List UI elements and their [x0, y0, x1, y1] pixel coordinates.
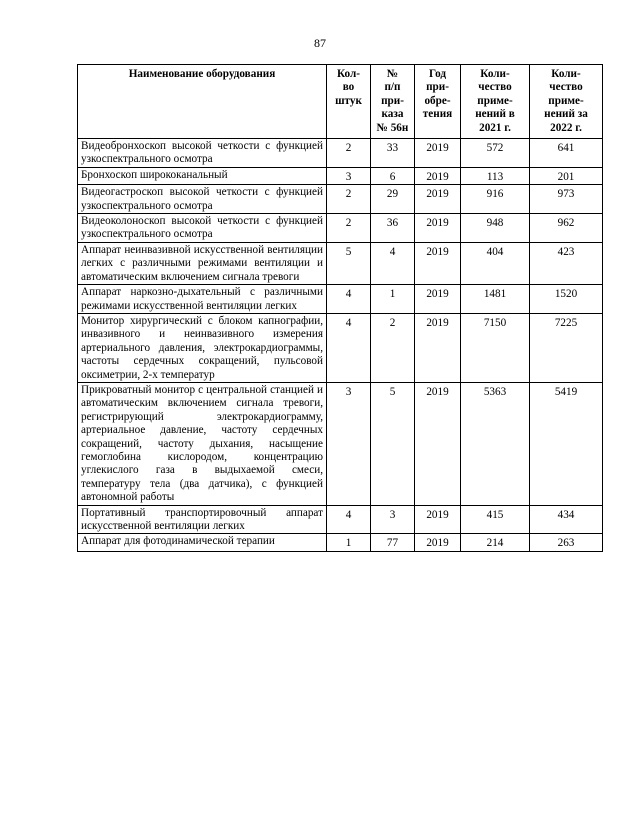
usage-2022-cell: 434	[530, 505, 603, 534]
order-cell: 3	[371, 505, 415, 534]
usage-2021-cell: 113	[461, 167, 530, 184]
order-cell: 29	[371, 185, 415, 214]
usage-2022-cell: 7225	[530, 313, 603, 382]
usage-2022-cell: 263	[530, 534, 603, 551]
qty-cell: 3	[327, 382, 371, 505]
table-row	[78, 242, 603, 284]
usage-2022-cell: 201	[530, 167, 603, 184]
equipment-name: Бронхоскоп ширококанальный	[78, 167, 327, 184]
order-cell: 2	[371, 313, 415, 382]
year-cell: 2019	[415, 185, 461, 214]
usage-2021-cell: 1481	[461, 285, 530, 314]
equipment-name: Видеоколоноскоп высокой четкости с функцией узкоспектрального осмотра	[78, 214, 327, 243]
usage-2021-cell: 948	[461, 214, 530, 243]
year-cell: 2019	[415, 139, 461, 168]
header-row	[78, 65, 603, 139]
header-name: Наименование оборудования	[78, 65, 327, 139]
equipment-name: Видеогастроскоп высокой четкости с функцией узкоспектрального осмотра	[78, 185, 327, 214]
usage-2021-cell: 5363	[461, 382, 530, 505]
usage-2022-cell: 1520	[530, 285, 603, 314]
qty-cell: 3	[327, 167, 371, 184]
usage-2021-cell: 214	[461, 534, 530, 551]
header-usage-2021: Коли- чество приме- нений в 2021 г.	[461, 65, 530, 139]
qty-cell: 2	[327, 214, 371, 243]
usage-2021-cell: 415	[461, 505, 530, 534]
usage-2021-cell: 404	[461, 242, 530, 284]
header-usage-2022: Коли- чество приме- нений за 2022 г.	[530, 65, 603, 139]
qty-cell: 4	[327, 285, 371, 314]
usage-2022-cell: 641	[530, 139, 603, 168]
equipment-name: Портативный транспортировочный аппарат искусственной вентиляции легких	[78, 505, 327, 534]
table-row	[78, 313, 603, 382]
year-cell: 2019	[415, 167, 461, 184]
order-cell: 6	[371, 167, 415, 184]
page-number: 87	[314, 36, 326, 50]
qty-cell: 4	[327, 505, 371, 534]
header-qty: Кол- во штук	[327, 65, 371, 139]
table-row	[78, 285, 603, 314]
order-cell: 4	[371, 242, 415, 284]
table-row	[78, 534, 603, 551]
order-cell: 5	[371, 382, 415, 505]
usage-2022-cell: 973	[530, 185, 603, 214]
qty-cell: 2	[327, 185, 371, 214]
qty-cell: 5	[327, 242, 371, 284]
equipment-name: Аппарат неинвазивной искусственной вентиляции легких с различными режимами вентиляции и автоматическим включением сигнала тревоги	[78, 242, 327, 284]
year-cell: 2019	[415, 285, 461, 314]
table-row	[78, 167, 603, 184]
usage-2021-cell: 916	[461, 185, 530, 214]
order-cell: 36	[371, 214, 415, 243]
equipment-name: Аппарат для фотодинамической терапии	[78, 534, 327, 551]
usage-2022-cell: 5419	[530, 382, 603, 505]
order-cell: 33	[371, 139, 415, 168]
equipment-name: Прикроватный монитор с центральной станцией и автоматическим включением сигнала тревоги, регистрирующий электрокардиограмму, артериальное давление, частоту сердечных сокращений, частоту дыхания, насыщение гемоглобина кислородом, концентрацию углекислого газа в выдыхаемой смеси, температуру тела (два датчика), с функцией автономной работы	[78, 382, 327, 505]
equipment-name: Аппарат наркозно-дыхательный с различными режимами искусственной вентиляции легких	[78, 285, 327, 314]
year-cell: 2019	[415, 534, 461, 551]
table-row	[78, 139, 603, 168]
equipment-name: Монитор хирургический с блоком капнографии, инвазивного и неинвазивного измерения артериального давления, электрокардиограммы, частоты сердечных сокращений, пульсовой оксиметрии, 2-х температур	[78, 313, 327, 382]
usage-2021-cell: 572	[461, 139, 530, 168]
qty-cell: 2	[327, 139, 371, 168]
table-row	[78, 185, 603, 214]
year-cell: 2019	[415, 242, 461, 284]
year-cell: 2019	[415, 505, 461, 534]
header-order-number: № п/п при- каза № 56н	[371, 65, 415, 139]
usage-2022-cell: 423	[530, 242, 603, 284]
equipment-table	[77, 64, 603, 552]
year-cell: 2019	[415, 382, 461, 505]
table-row	[78, 505, 603, 534]
equipment-name: Видеобронхоскоп высокой четкости с функцией узкоспектрального осмотра	[78, 139, 327, 168]
year-cell: 2019	[415, 313, 461, 382]
year-cell: 2019	[415, 214, 461, 243]
order-cell: 1	[371, 285, 415, 314]
usage-2022-cell: 962	[530, 214, 603, 243]
table-row	[78, 214, 603, 243]
qty-cell: 4	[327, 313, 371, 382]
qty-cell: 1	[327, 534, 371, 551]
table-row	[78, 382, 603, 505]
header-year: Год при- обре- тения	[415, 65, 461, 139]
usage-2021-cell: 7150	[461, 313, 530, 382]
order-cell: 77	[371, 534, 415, 551]
